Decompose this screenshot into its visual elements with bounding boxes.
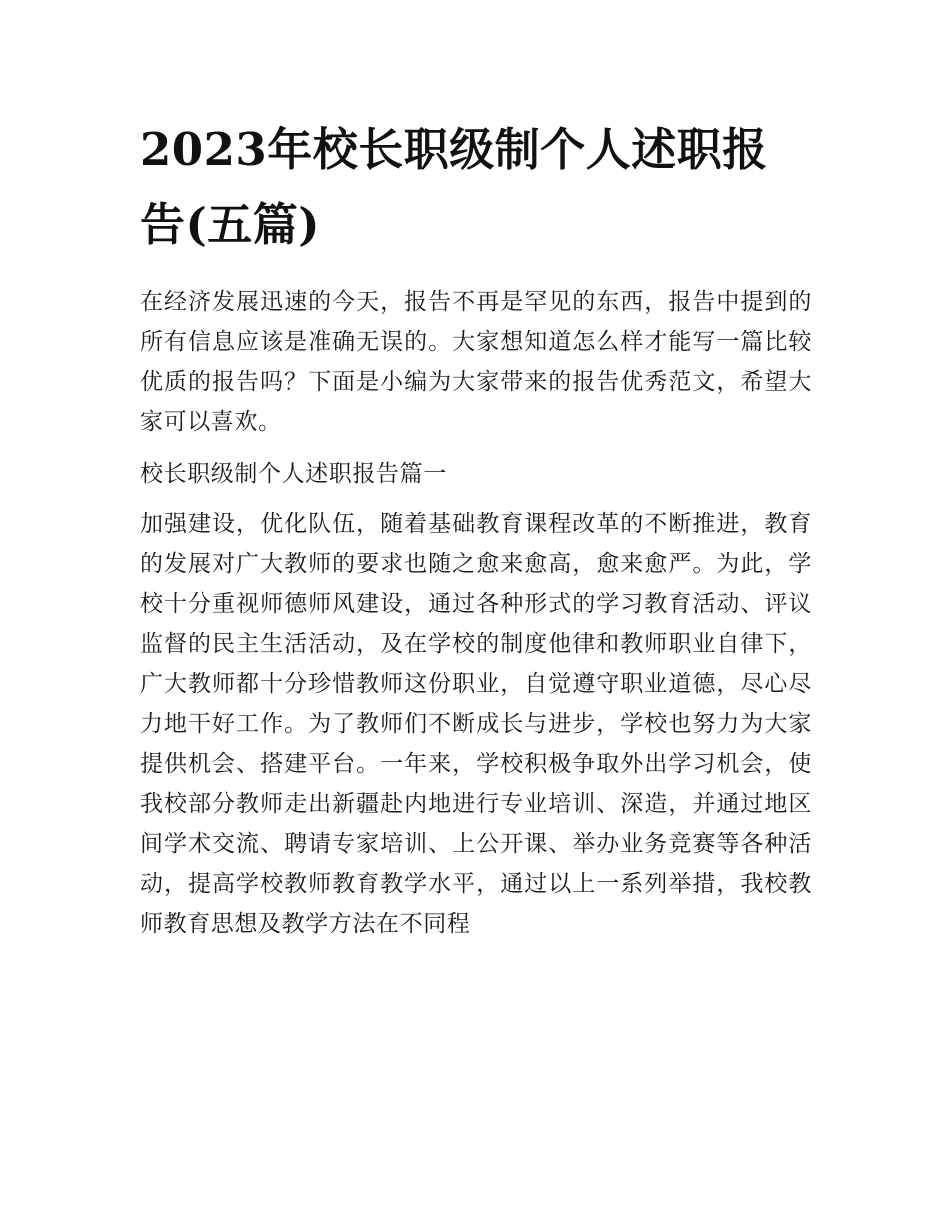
body-paragraph: 加强建设，优化队伍，随着基础教育课程改革的不断推进，教育的发展对广大教师的要求也随之愈来愈高，愈来愈严。为此，学校十分重视师德师风建设，通过各种形式的学习教育活动、评议监督的民主生活活动，及在学校的制度他律和教师职业自律下，广大教师都十分珍惜教师这份职业，自觉遵守职业道德，尽心尽力地干好工作。为了教师们不断成长与进步，学校也努力为大家提供机会、搭建平台。一年来，学校积极争取外出学习机会，使我校部分教师走出新疆赴内地进行专业培训、深造，并通过地区间学术交流、聘请专家培训、上公开课、举办业务竞赛等各种活动，提高学校教师教育教学水平，通过以上一系列举措，我校教师教育思想及教学方法在不同程	[140, 511, 812, 937]
section-heading: 校长职级制个人述职报告篇一	[140, 461, 447, 487]
document-page	[140, 112, 812, 944]
document-title: 2023年校长职级制个人述职报告(五篇)	[140, 123, 768, 251]
intro-paragraph: 在经济发展迅速的今天，报告不再是罕见的东西，报告中提到的所有信息应该是准确无误的。大家想知道怎么样才能写一篇比较优质的报告吗？下面是小编为大家带来的报告优秀范文，希望大家可以喜欢。	[140, 289, 812, 435]
